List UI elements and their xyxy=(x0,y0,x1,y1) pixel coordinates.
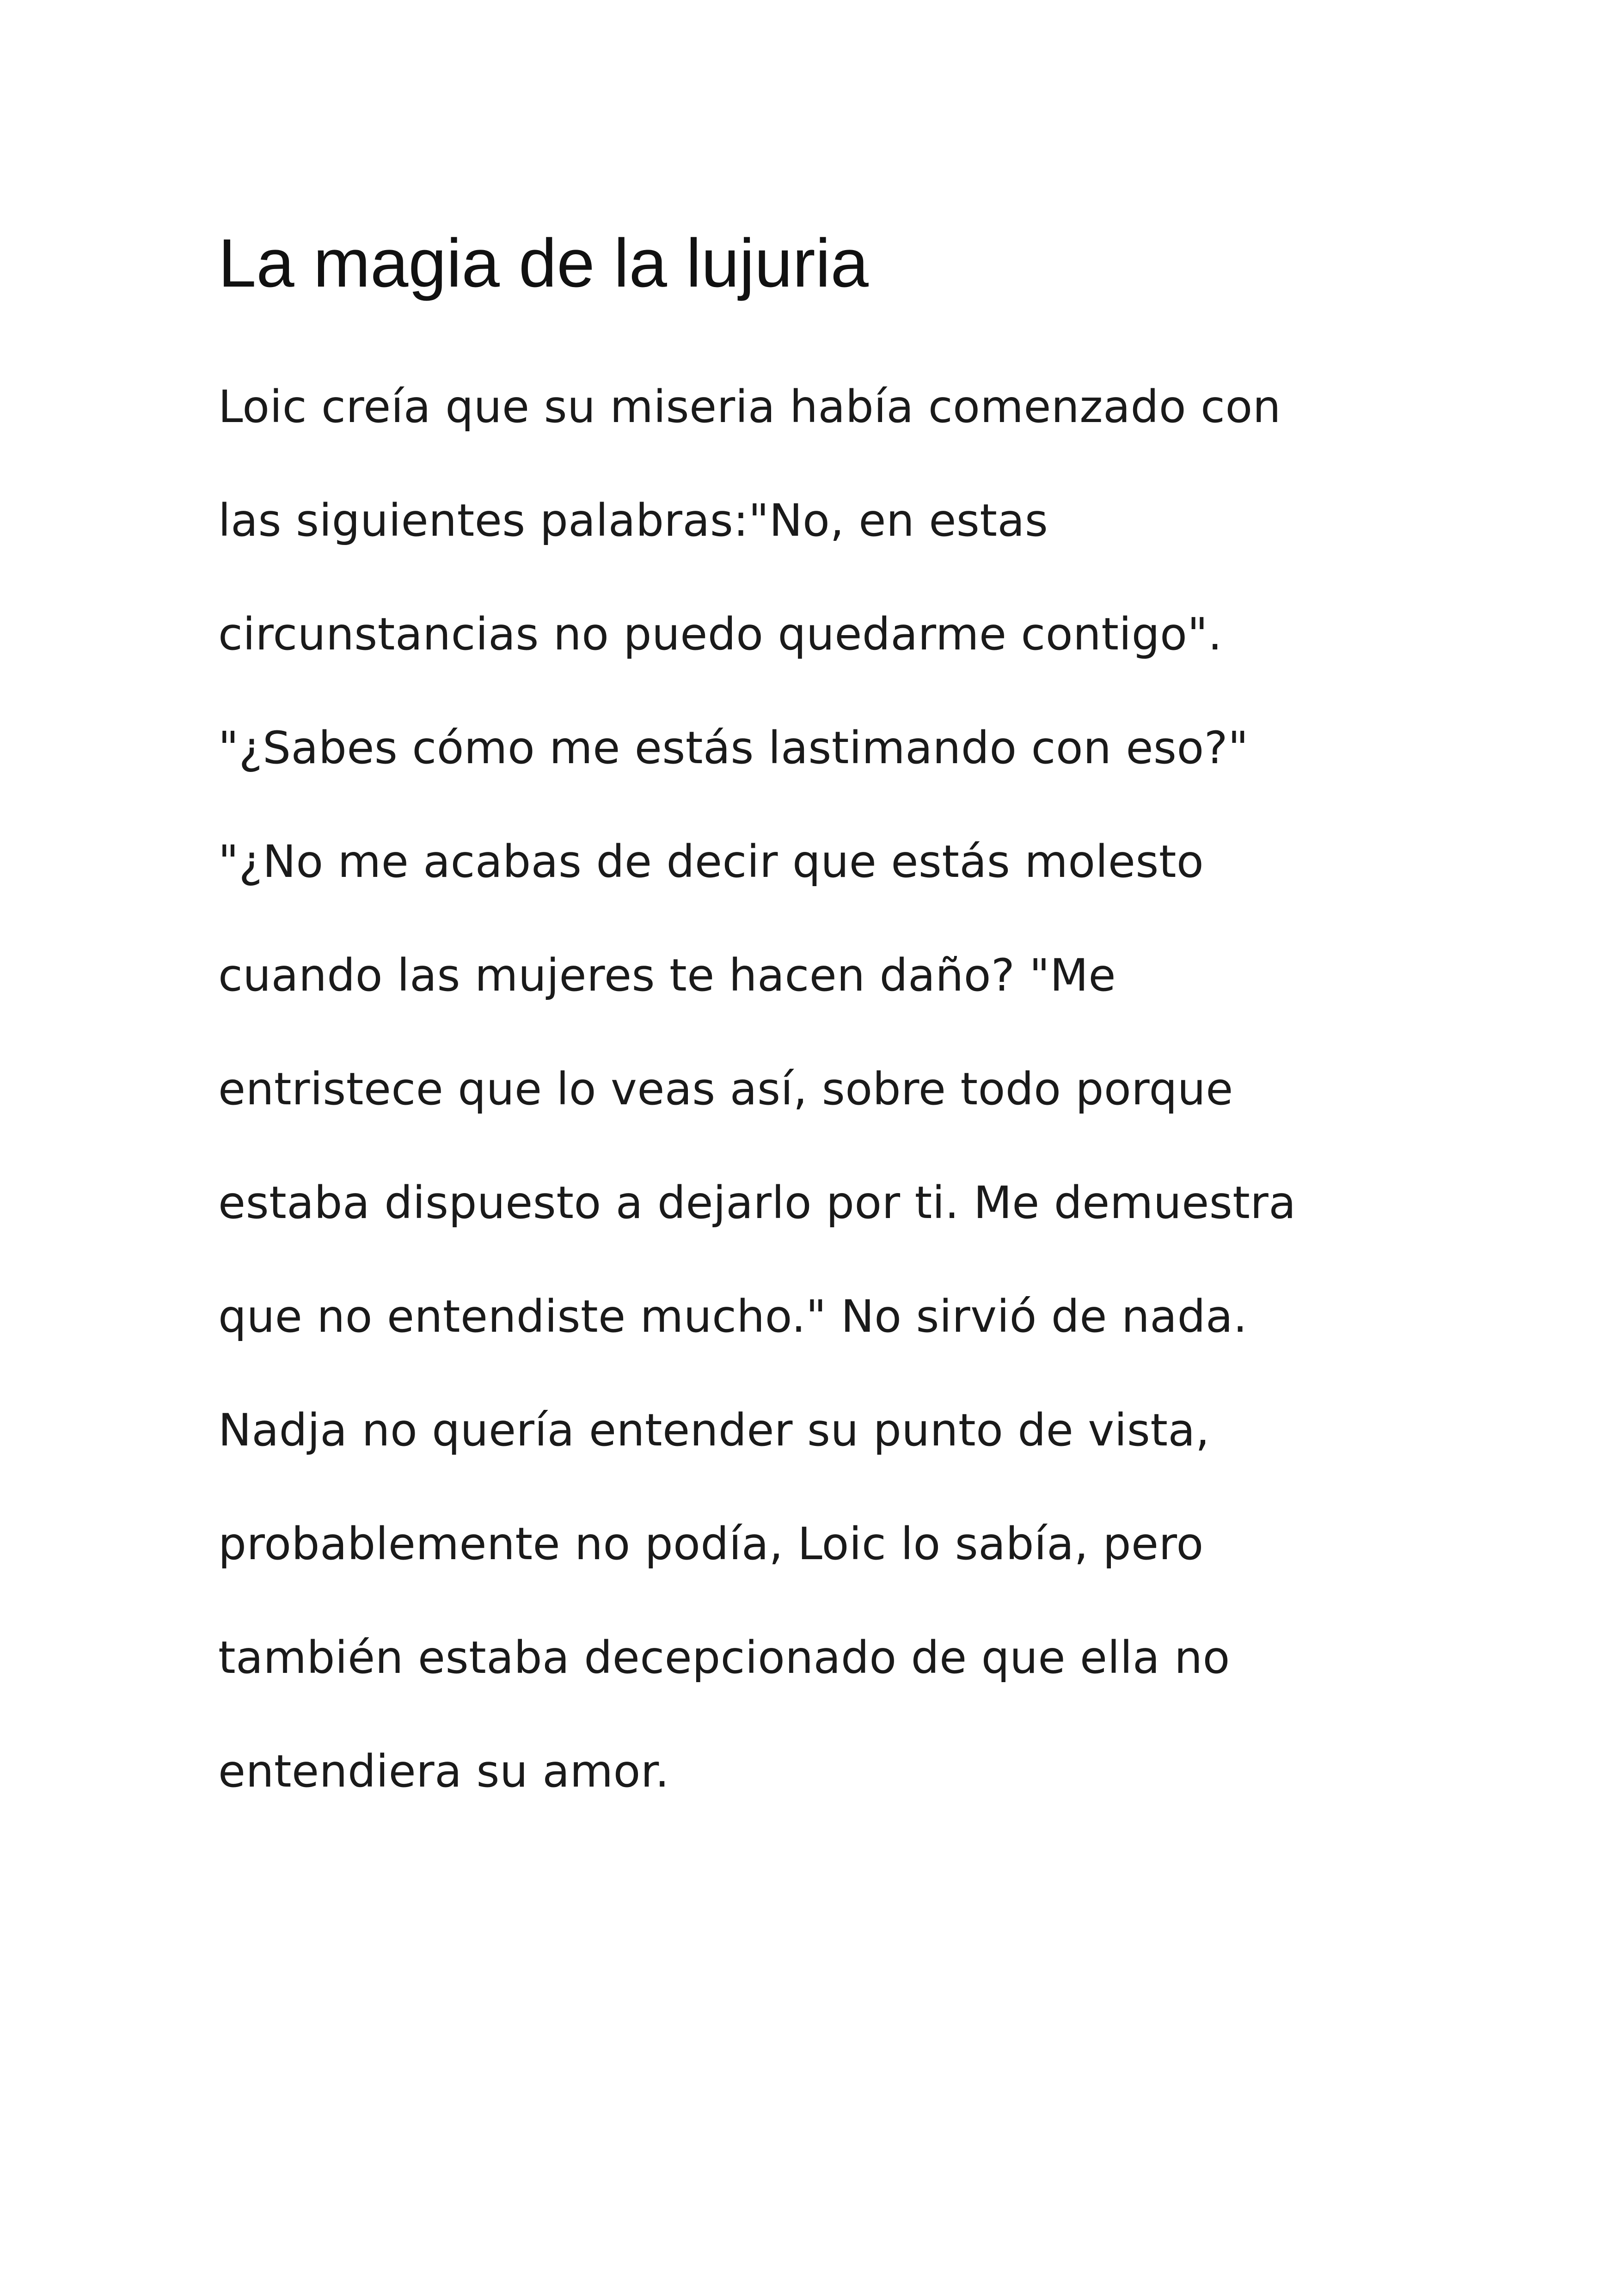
body-paragraph xyxy=(218,374,1466,1853)
text-line: estaba dispuesto a dejarlo por ti. Me demuestra xyxy=(218,1177,1296,1229)
text-line: entendiera su amor. xyxy=(218,1745,670,1797)
text-line: cuando las mujeres te hacen daño? "Me xyxy=(218,949,1116,1001)
text-line: las siguientes palabras:"No, en estas xyxy=(218,495,1048,546)
text-line: probablemente no podía, Loic lo sabía, pero xyxy=(218,1518,1204,1570)
text-line: también estaba decepcionado de que ella no xyxy=(218,1632,1230,1684)
text-line: circunstancias no puedo quedarme contigo". xyxy=(218,608,1223,660)
text-line: Nadja no quería entender su punto de vista, xyxy=(218,1404,1210,1456)
text-line: "¿No me acabas de decir que estás molesto xyxy=(218,836,1204,888)
text-line: Loic creía que su miseria había comenzado con xyxy=(218,381,1281,433)
page-title: La magia de la lujuria xyxy=(218,225,869,301)
text-line: entristece que lo veas así, sobre todo porque xyxy=(218,1063,1233,1115)
text-line: que no entendiste mucho." No sirvió de nada. xyxy=(218,1291,1248,1342)
text-line: "¿Sabes cómo me estás lastimando con eso?" xyxy=(218,722,1249,774)
